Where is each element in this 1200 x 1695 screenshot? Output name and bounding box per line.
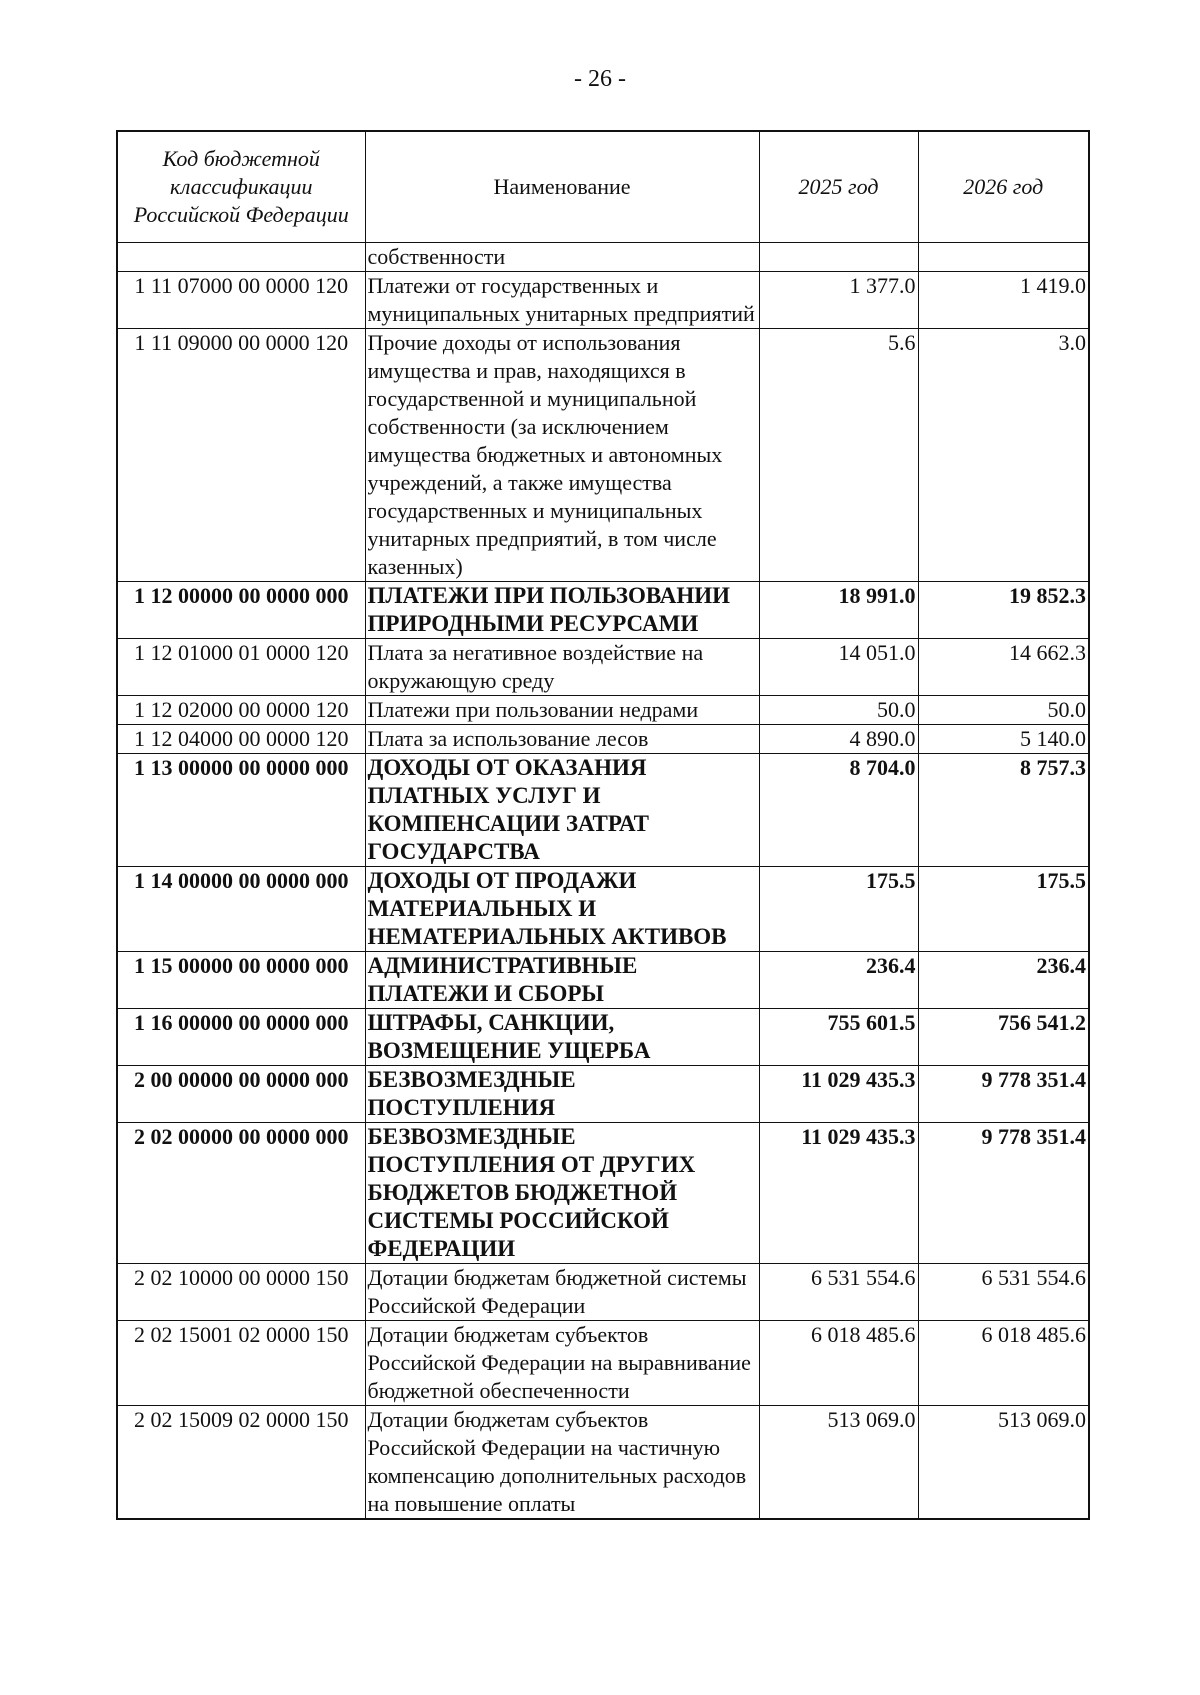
table-row: [117, 1009, 1089, 1066]
row-value-2025: 50.0: [759, 696, 918, 725]
row-value-2026: 6 018 485.6: [918, 1321, 1089, 1406]
row-value-2026: 9 778 351.4: [918, 1066, 1089, 1123]
row-value-2025: 755 601.5: [759, 1009, 918, 1066]
row-value-2026: 756 541.2: [918, 1009, 1089, 1066]
table-row: [117, 952, 1089, 1009]
row-name: Прочие доходы от использования имущества и прав, находящихся в государственной и муниципальной собственности (за исключением имущества бюджетных и автономных учреждений, а также имущества государственных и муниципальных унитарных предприятий, в том числе казенных): [365, 329, 759, 582]
row-code: 1 13 00000 00 0000 000: [117, 754, 365, 867]
row-value-2025: 1 377.0: [759, 272, 918, 329]
row-value-2026: 175.5: [918, 867, 1089, 952]
row-value-2025: 11 029 435.3: [759, 1066, 918, 1123]
row-value-2026: [918, 243, 1089, 272]
header-code: Код бюджетной классификации Российской Федерации: [117, 131, 365, 243]
row-name: ДОХОДЫ ОТ ПРОДАЖИ МАТЕРИАЛЬНЫХ И НЕМАТЕРИАЛЬНЫХ АКТИВОВ: [365, 867, 759, 952]
table-header-row: [117, 131, 1089, 243]
table-row: [117, 1123, 1089, 1264]
row-name: Плата за использование лесов: [365, 725, 759, 754]
row-value-2025: 8 704.0: [759, 754, 918, 867]
row-value-2025: 6 018 485.6: [759, 1321, 918, 1406]
table-row: [117, 272, 1089, 329]
row-code: 1 11 07000 00 0000 120: [117, 272, 365, 329]
row-value-2025: 5.6: [759, 329, 918, 582]
budget-revenue-table: [116, 130, 1090, 1520]
row-name: Дотации бюджетам субъектов Российской Федерации на частичную компенсацию дополнительных расходов на повышение оплаты: [365, 1406, 759, 1520]
row-code: 2 02 15009 02 0000 150: [117, 1406, 365, 1520]
row-value-2026: 9 778 351.4: [918, 1123, 1089, 1264]
table-row: [117, 329, 1089, 582]
row-value-2026: 236.4: [918, 952, 1089, 1009]
table-body: [117, 243, 1089, 1520]
row-value-2026: 19 852.3: [918, 582, 1089, 639]
table-row: [117, 754, 1089, 867]
row-code: 1 14 00000 00 0000 000: [117, 867, 365, 952]
row-value-2025: [759, 243, 918, 272]
row-value-2026: 5 140.0: [918, 725, 1089, 754]
table-row: [117, 582, 1089, 639]
row-name: Плата за негативное воздействие на окружающую среду: [365, 639, 759, 696]
page-number: - 26 -: [574, 66, 626, 92]
row-name: ШТРАФЫ, САНКЦИИ, ВОЗМЕЩЕНИЕ УЩЕРБА: [365, 1009, 759, 1066]
row-code: 1 12 01000 01 0000 120: [117, 639, 365, 696]
row-value-2026: 50.0: [918, 696, 1089, 725]
row-value-2026: 14 662.3: [918, 639, 1089, 696]
row-name: АДМИНИСТРАТИВНЫЕ ПЛАТЕЖИ И СБОРЫ: [365, 952, 759, 1009]
row-value-2025: 18 991.0: [759, 582, 918, 639]
row-code: 2 02 00000 00 0000 000: [117, 1123, 365, 1264]
row-value-2026: 513 069.0: [918, 1406, 1089, 1520]
row-value-2025: 14 051.0: [759, 639, 918, 696]
table-row: [117, 1264, 1089, 1321]
row-name: БЕЗВОЗМЕЗДНЫЕ ПОСТУПЛЕНИЯ: [365, 1066, 759, 1123]
row-value-2025: 236.4: [759, 952, 918, 1009]
row-value-2025: 6 531 554.6: [759, 1264, 918, 1321]
row-name: Дотации бюджетам субъектов Российской Федерации на выравнивание бюджетной обеспеченности: [365, 1321, 759, 1406]
row-value-2025: 513 069.0: [759, 1406, 918, 1520]
table-row: [117, 1321, 1089, 1406]
row-code: 1 12 00000 00 0000 000: [117, 582, 365, 639]
row-code: 1 12 02000 00 0000 120: [117, 696, 365, 725]
row-name: БЕЗВОЗМЕЗДНЫЕ ПОСТУПЛЕНИЯ ОТ ДРУГИХ БЮДЖЕТОВ БЮДЖЕТНОЙ СИСТЕМЫ РОССИЙСКОЙ ФЕДЕРАЦИИ: [365, 1123, 759, 1264]
row-name: ДОХОДЫ ОТ ОКАЗАНИЯ ПЛАТНЫХ УСЛУГ И КОМПЕНСАЦИИ ЗАТРАТ ГОСУДАРСТВА: [365, 754, 759, 867]
row-name: ПЛАТЕЖИ ПРИ ПОЛЬЗОВАНИИ ПРИРОДНЫМИ РЕСУРСАМИ: [365, 582, 759, 639]
row-value-2025: 11 029 435.3: [759, 1123, 918, 1264]
table-row: [117, 725, 1089, 754]
row-value-2026: 3.0: [918, 329, 1089, 582]
table-row: [117, 639, 1089, 696]
row-value-2026: 1 419.0: [918, 272, 1089, 329]
row-code: [117, 243, 365, 272]
row-value-2025: 4 890.0: [759, 725, 918, 754]
row-value-2026: 8 757.3: [918, 754, 1089, 867]
header-name: Наименование: [365, 131, 759, 243]
row-code: 1 11 09000 00 0000 120: [117, 329, 365, 582]
row-code: 1 15 00000 00 0000 000: [117, 952, 365, 1009]
table-row: [117, 243, 1089, 272]
row-name: Платежи при пользовании недрами: [365, 696, 759, 725]
table-row: [117, 696, 1089, 725]
row-code: 2 02 10000 00 0000 150: [117, 1264, 365, 1321]
row-value-2026: 6 531 554.6: [918, 1264, 1089, 1321]
header-2026: 2026 год: [918, 131, 1089, 243]
row-value-2025: 175.5: [759, 867, 918, 952]
row-code: 1 16 00000 00 0000 000: [117, 1009, 365, 1066]
row-code: 2 00 00000 00 0000 000: [117, 1066, 365, 1123]
row-name: Дотации бюджетам бюджетной системы Российской Федерации: [365, 1264, 759, 1321]
table-row: [117, 1406, 1089, 1520]
row-name: Платежи от государственных и муниципальных унитарных предприятий: [365, 272, 759, 329]
header-2025: 2025 год: [759, 131, 918, 243]
row-code: 1 12 04000 00 0000 120: [117, 725, 365, 754]
table-row: [117, 1066, 1089, 1123]
table-row: [117, 867, 1089, 952]
row-name: собственности: [365, 243, 759, 272]
row-code: 2 02 15001 02 0000 150: [117, 1321, 365, 1406]
